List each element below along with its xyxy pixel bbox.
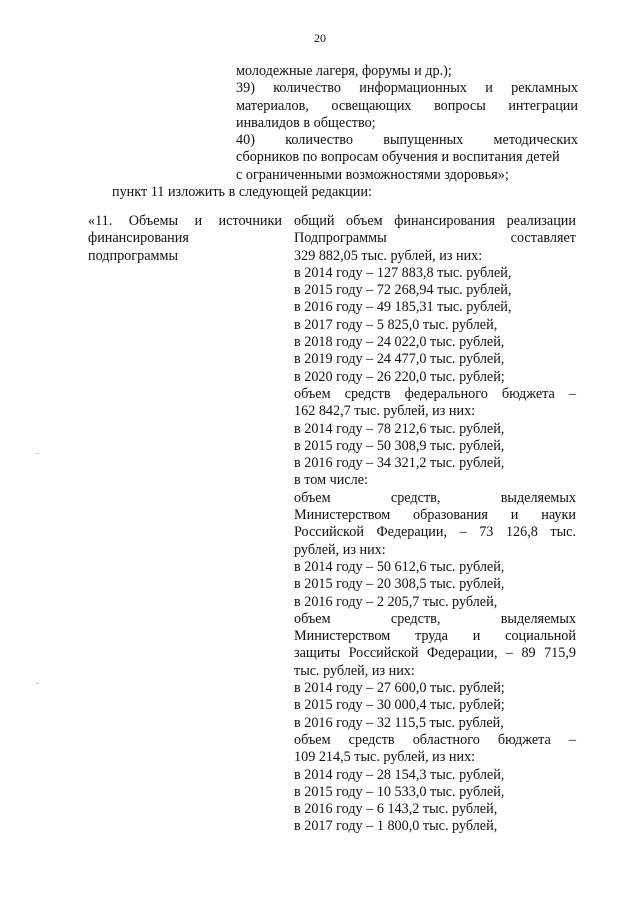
funding-line: тыс. рублей, из них: (294, 662, 415, 679)
funding-line: в 2015 году – 10 533,0 тыс. рублей, (294, 783, 505, 800)
funding-line: общий объем финансирования реализации (294, 213, 576, 229)
funding-line: в 2020 году – 26 220,0 тыс. рублей; (294, 368, 505, 385)
list-line: молодежные лагеря, форумы и др.); (236, 63, 452, 79)
funding-line: в 2016 году – 34 321,2 тыс. рублей, (294, 455, 505, 472)
funding-line: объем средств федерального бюджета – (294, 385, 576, 402)
funding-line: в 2016 году – 6 143,2 тыс. рублей, (294, 801, 498, 818)
funding-line: в 2016 году – 2 205,7 тыс. рублей, (294, 593, 498, 610)
funding-line: Министерством труда и социальной (294, 628, 576, 645)
item-heading (88, 213, 282, 265)
funding-line: в 2014 году – 27 600,0 тыс. рублей; (294, 680, 505, 697)
funding-line: рублей, из них: (294, 541, 386, 558)
amendment-instruction: пункт 11 изложить в следующей редакции: (112, 184, 372, 200)
funding-line: в том числе: (294, 472, 368, 489)
funding-line: в 2014 году – 28 154,3 тыс. рублей, (294, 766, 505, 783)
funding-line: в 2014 году – 78 212,6 тыс. рублей, (294, 420, 505, 437)
funding-line: Министерством образования и науки (294, 507, 576, 524)
funding-line: в 2016 году – 49 185,31 тыс. рублей, (294, 299, 512, 316)
funding-line: объем средств, выделяемых (294, 610, 576, 627)
funding-line: в 2016 году – 32 115,5 тыс. рублей, (294, 714, 504, 731)
funding-line: в 2014 году – 50 612,6 тыс. рублей, (294, 558, 505, 575)
funding-line: 329 882,05 тыс. рублей, из них: (294, 247, 483, 264)
list-line: с ограниченными возможностями здоровья»; (236, 166, 509, 183)
funding-line: в 2015 году – 72 268,94 тыс. рублей, (294, 282, 512, 299)
list-line: 40) количество выпущенных методических (236, 132, 578, 149)
page-number: 20 (314, 31, 326, 45)
list-line: сборников по вопросам обучения и воспитания детей (236, 149, 560, 166)
list-line: инвалидов в общество; (236, 114, 376, 131)
funding-line: 162 842,7 тыс. рублей, из них: (294, 403, 476, 420)
funding-line: в 2018 году – 24 022,0 тыс. рублей, (294, 334, 505, 351)
funding-line: в 2014 году – 127 883,8 тыс. рублей, (294, 264, 512, 281)
list-continuation (236, 63, 578, 184)
funding-line: в 2015 году – 20 308,5 тыс. рублей, (294, 576, 505, 593)
funding-details (294, 213, 576, 836)
funding-line: защиты Российской Федерации, – 89 715,9 (294, 645, 576, 662)
funding-line: Подпрограммы составляет (294, 230, 576, 247)
list-line: 39) количество информационных и рекламных (236, 80, 578, 97)
funding-line: в 2015 году – 50 308,9 тыс. рублей, (294, 437, 505, 454)
funding-line: в 2019 году – 24 477,0 тыс. рублей, (294, 351, 505, 368)
item-heading-line: «11. Объемы и источники (88, 213, 282, 229)
funding-line: в 2015 году – 30 000,4 тыс. рублей; (294, 697, 505, 714)
margin-mark (36, 683, 39, 684)
funding-line: объем средств, выделяемых (294, 489, 576, 506)
item-heading-line: финансирования (88, 230, 189, 247)
funding-line: Российской Федерации, – 73 126,8 тыс. (294, 524, 576, 541)
list-line: материалов, освещающих вопросы интеграции (236, 97, 578, 114)
funding-line: в 2017 году – 5 825,0 тыс. рублей, (294, 316, 498, 333)
item-heading-line: подпрограммы (88, 247, 178, 264)
funding-line: 109 214,5 тыс. рублей, из них: (294, 749, 476, 766)
funding-line: в 2017 году – 1 800,0 тыс. рублей, (294, 818, 498, 835)
funding-line: объем средств областного бюджета – (294, 731, 576, 748)
margin-mark (36, 453, 39, 454)
